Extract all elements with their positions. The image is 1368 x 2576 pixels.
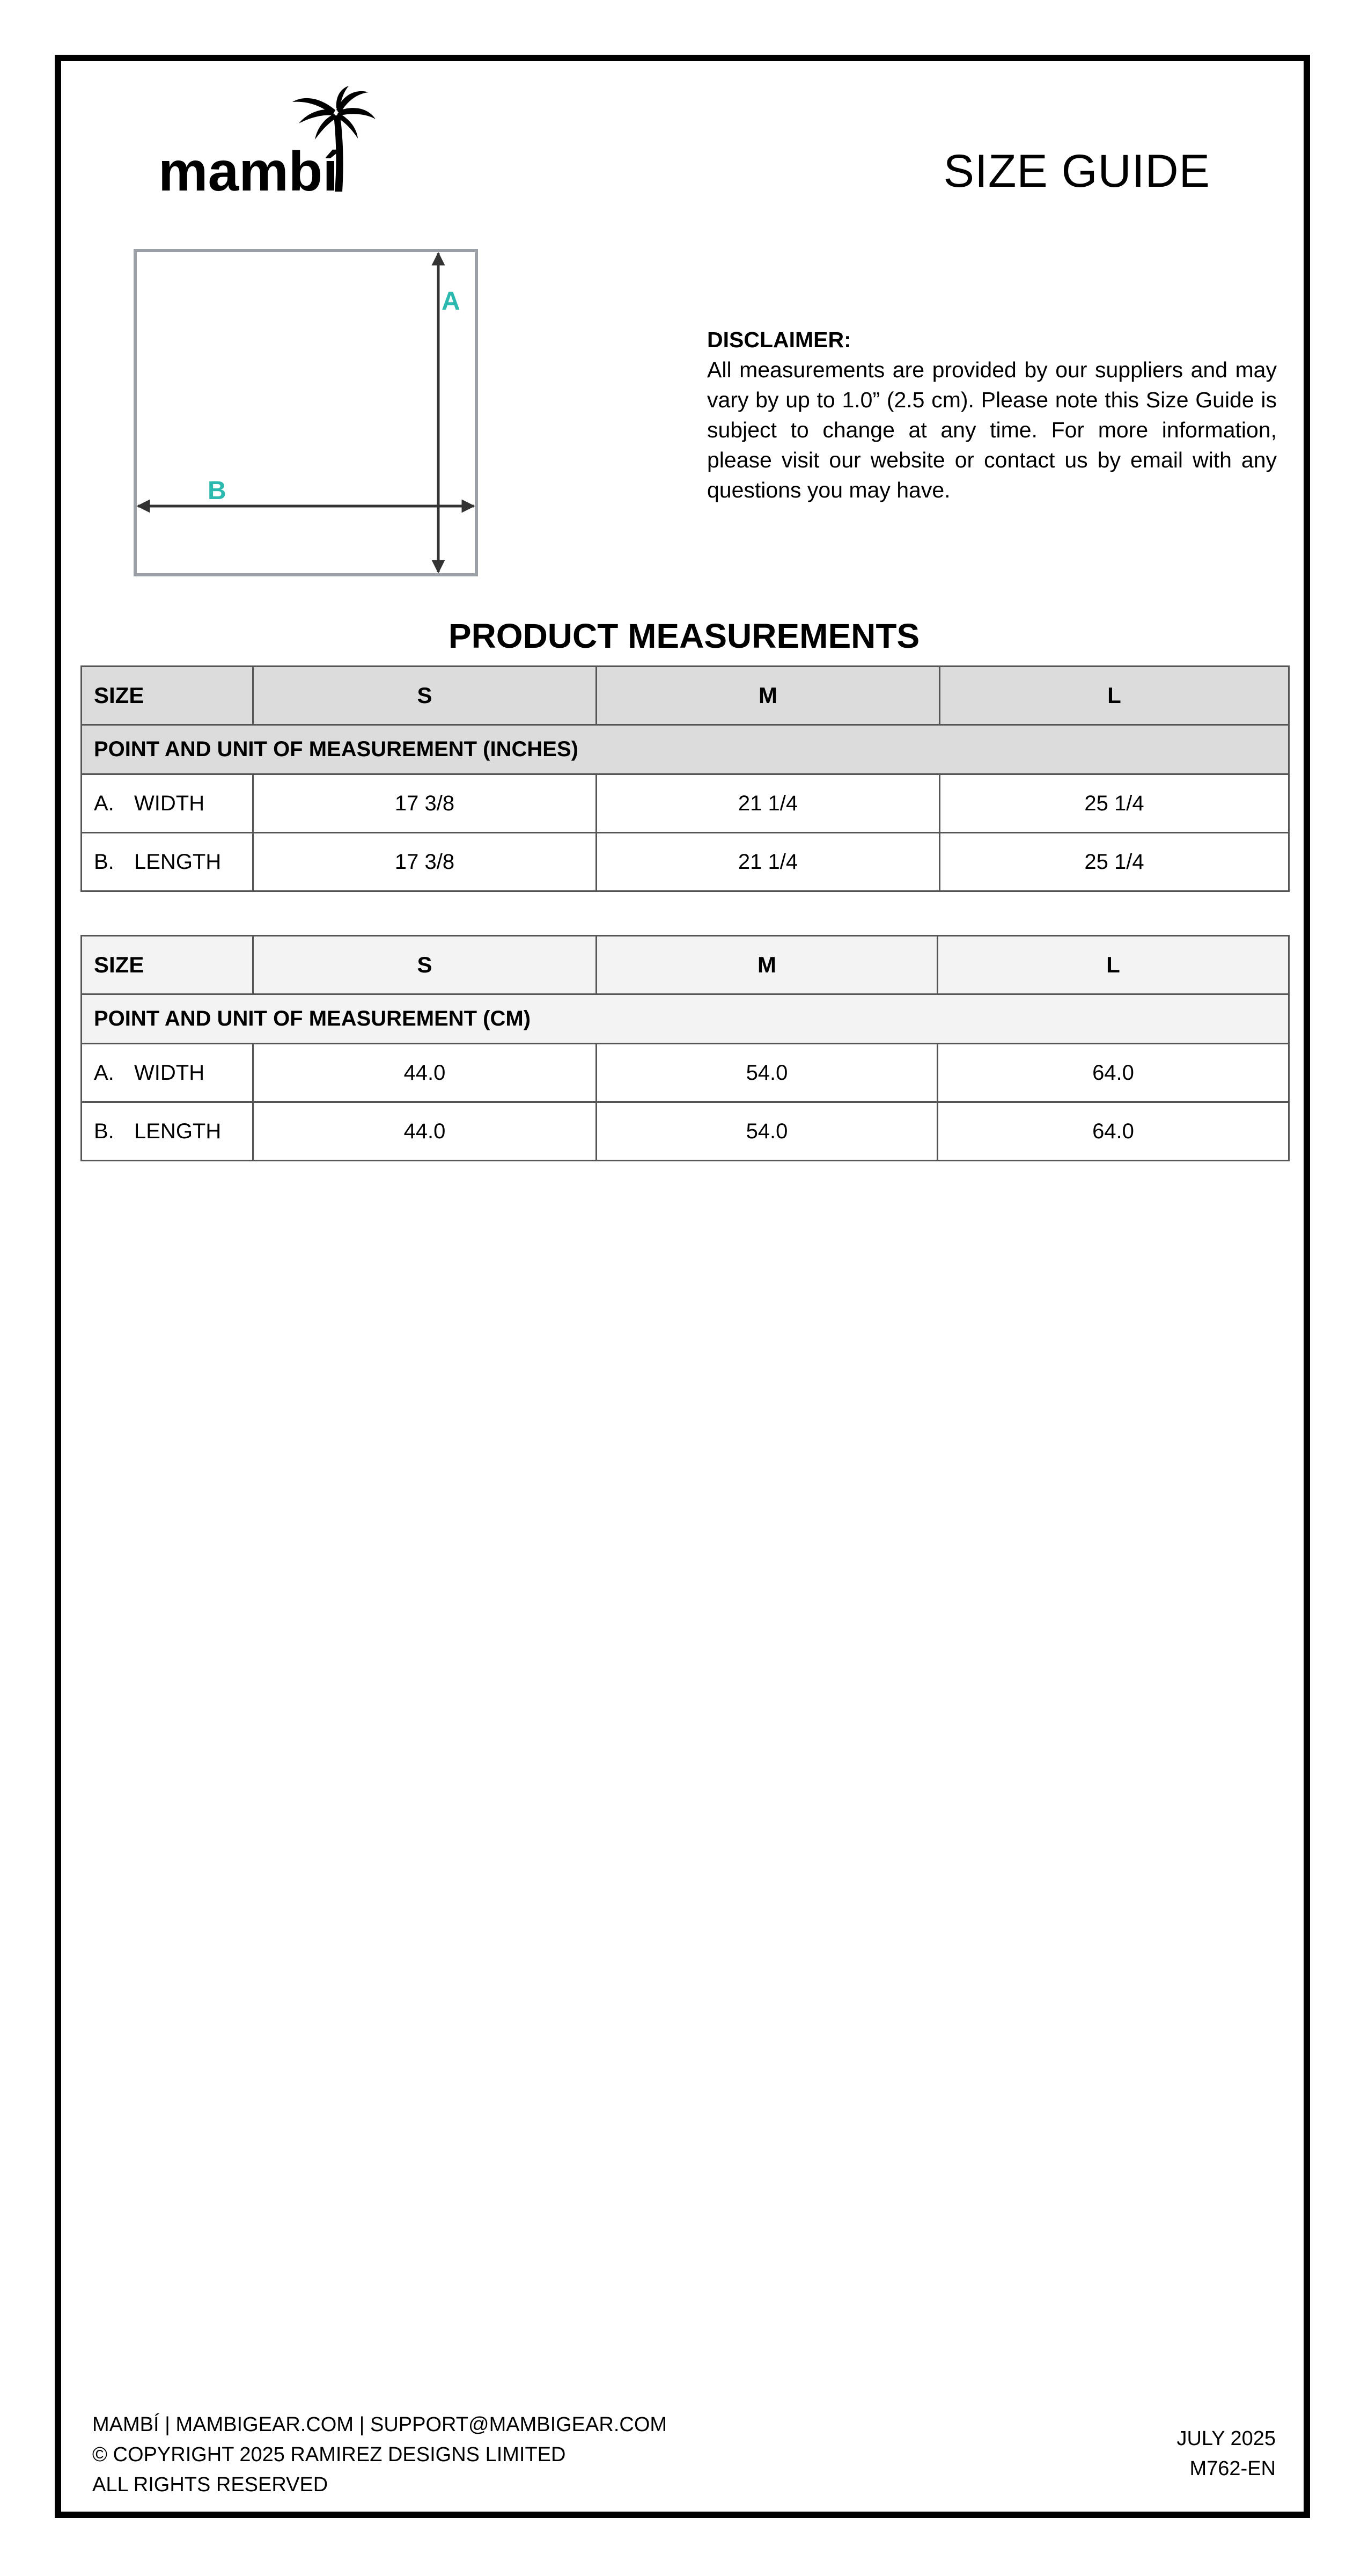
table-header-row (82, 936, 1289, 994)
logo-wordmark: mambí (158, 141, 339, 193)
unit-label: POINT AND UNIT OF MEASUREMENT (CM) (82, 994, 1289, 1044)
row-letter: B. (94, 850, 114, 874)
brand-logo (158, 86, 378, 193)
footer-meta (1176, 2424, 1276, 2484)
row-label (82, 774, 253, 833)
table-row (82, 774, 1289, 833)
cell-s: 17 3/8 (253, 833, 597, 891)
disclaimer-text: All measurements are provided by our suppliers and may vary by up to 1.0” (2.5 cm). Please note this Size Guide is subject to change at any time. For more information, please visit our website or contact us by email with any questions you may have. (707, 357, 1277, 502)
measurement-diagram (131, 247, 480, 580)
footer-date: JULY 2025 (1176, 2427, 1276, 2450)
footer-rights: ALL RIGHTS RESERVED (92, 2473, 328, 2496)
table-row (82, 1044, 1289, 1102)
header-size: SIZE (82, 667, 253, 725)
cell-l: 25 1/4 (940, 833, 1289, 891)
row-name: LENGTH (134, 1119, 222, 1143)
garment-outline (135, 251, 476, 575)
table-header-row (82, 667, 1289, 725)
footer-copyright: © COPYRIGHT 2025 RAMIREZ DESIGNS LIMITED (92, 2443, 566, 2466)
cell-l: 64.0 (938, 1044, 1289, 1102)
page-title: SIZE GUIDE (943, 145, 1210, 197)
unit-row (82, 725, 1289, 774)
header-l: L (940, 667, 1289, 725)
unit-row (82, 994, 1289, 1044)
row-letter: A. (94, 791, 114, 815)
cell-m: 54.0 (597, 1102, 938, 1161)
cell-l: 64.0 (938, 1102, 1289, 1161)
cell-s: 17 3/8 (253, 774, 597, 833)
row-name: WIDTH (134, 1060, 205, 1085)
row-letter: B. (94, 1119, 114, 1143)
header-s: S (253, 936, 597, 994)
header-m: M (597, 667, 940, 725)
footer-code: M762-EN (1189, 2457, 1276, 2480)
disclaimer-heading: DISCLAIMER: (707, 327, 851, 352)
cm-table (80, 935, 1290, 1161)
cell-s: 44.0 (253, 1044, 597, 1102)
label-a: A (442, 287, 460, 316)
cell-m: 21 1/4 (597, 774, 940, 833)
header-size: SIZE (82, 936, 253, 994)
row-label (82, 833, 253, 891)
header-l: L (938, 936, 1289, 994)
label-b: B (208, 477, 226, 505)
disclaimer (707, 325, 1277, 505)
measurements-title: PRODUCT MEASUREMENTS (448, 617, 920, 655)
table-row (82, 833, 1289, 891)
row-name: LENGTH (134, 850, 222, 874)
palm-tree-logo-icon (158, 86, 378, 193)
table-row (82, 1102, 1289, 1161)
cell-m: 54.0 (597, 1044, 938, 1102)
cell-m: 21 1/4 (597, 833, 940, 891)
footer-info (92, 2410, 667, 2500)
footer-contact: MAMBÍ | MAMBIGEAR.COM | SUPPORT@MAMBIGEAR.COM (92, 2413, 667, 2436)
unit-label: POINT AND UNIT OF MEASUREMENT (INCHES) (82, 725, 1289, 774)
header-m: M (597, 936, 938, 994)
row-label (82, 1102, 253, 1161)
cell-l: 25 1/4 (940, 774, 1289, 833)
cell-s: 44.0 (253, 1102, 597, 1161)
row-name: WIDTH (134, 791, 205, 815)
row-letter: A. (94, 1060, 114, 1085)
header-s: S (253, 667, 597, 725)
row-label (82, 1044, 253, 1102)
inches-table (80, 665, 1290, 892)
